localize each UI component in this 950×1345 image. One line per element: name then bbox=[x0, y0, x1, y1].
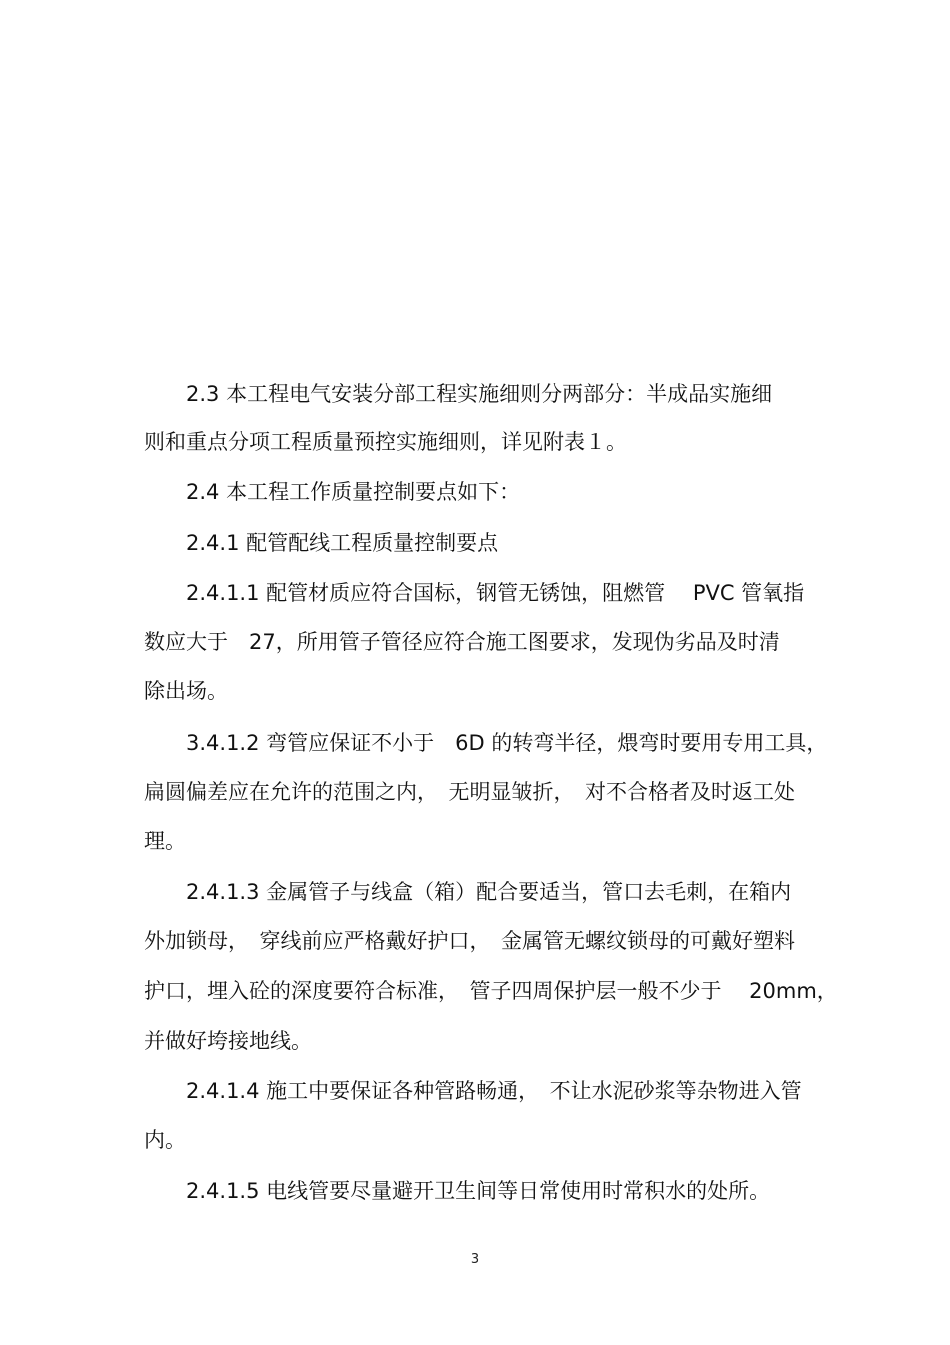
paragraph-3-4-1-2-line-2: 扁圆偏差应在允许的范围之内， 无明显皱折， 对不合格者及时返工处 bbox=[144, 780, 795, 804]
paragraph-2-3-line-1: 2.3 本工程电气安装分部工程实施细则分两部分：半成品实施细 bbox=[186, 382, 773, 406]
paragraph-2-4-1-4-line-1: 2.4.1.4 施工中要保证各种管路畅通， 不让水泥砂浆等杂物进入管 bbox=[186, 1079, 802, 1103]
paragraph-2-4-1-1-line-1: 2.4.1.1 配管材质应符合国标，钢管无锈蚀，阻燃管 PVC 管氧指 bbox=[186, 581, 805, 605]
paragraph-2-4-1-3-line-3: 护口，埋入砼的深度要符合标准， 管子四周保护层一般不少于 20mm， bbox=[144, 979, 838, 1003]
paragraph-2-4-1-4-line-2: 内。 bbox=[144, 1128, 186, 1152]
paragraph-2-4-1-3-line-1: 2.4.1.3 金属管子与线盒（箱）配合要适当，管口去毛刺，在箱内 bbox=[186, 880, 792, 904]
paragraph-3-4-1-2-line-1: 3.4.1.2 弯管应保证不小于 6D 的转弯半径，煨弯时要用专用工具， bbox=[186, 731, 828, 755]
paragraph-2-3-line-2: 则和重点分项工程质量预控实施细则，详见附表１。 bbox=[144, 430, 627, 454]
page-number: 3 bbox=[470, 1252, 480, 1267]
section-heading-2-4-1: 2.4.1 配管配线工程质量控制要点 bbox=[186, 531, 499, 555]
paragraph-2-4-line-1: 2.4 本工程工作质量控制要点如下： bbox=[186, 480, 521, 504]
paragraph-3-4-1-2-line-3: 理。 bbox=[144, 829, 186, 853]
paragraph-2-4-1-5-line-1: 2.4.1.5 电线管要尽量避开卫生间等日常使用时常积水的处所。 bbox=[186, 1179, 771, 1203]
paragraph-2-4-1-1-line-2: 数应大于 27，所用管子管径应符合施工图要求，发现伪劣品及时清 bbox=[144, 630, 780, 654]
paragraph-2-4-1-1-line-3: 除出场。 bbox=[144, 679, 228, 703]
paragraph-2-4-1-3-line-4: 并做好垮接地线。 bbox=[144, 1029, 312, 1053]
paragraph-2-4-1-3-line-2: 外加锁母， 穿线前应严格戴好护口， 金属管无螺纹锁母的可戴好塑料 bbox=[144, 929, 795, 953]
